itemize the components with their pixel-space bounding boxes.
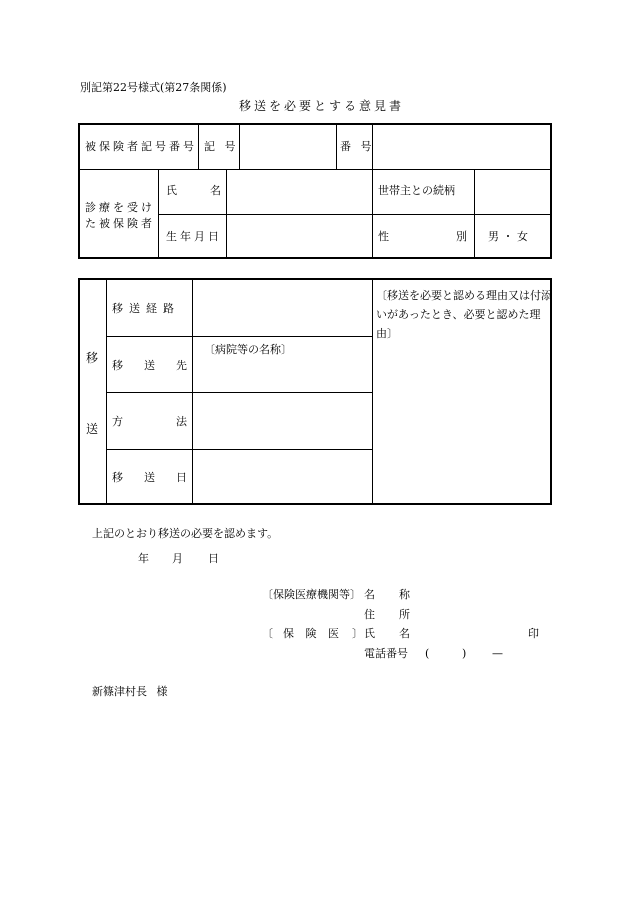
patient-label-line2: た被保険者 bbox=[85, 217, 155, 230]
phone-label: 電話番号 bbox=[364, 647, 408, 660]
table1-row-divider bbox=[158, 214, 550, 215]
patient-label-line1: 診療を受け bbox=[85, 201, 155, 214]
table1-col-divider bbox=[336, 125, 337, 169]
statement-text: 上記のとおり移送の必要を認めます。 bbox=[92, 527, 279, 540]
page-title: 移送を必要とする意見書 bbox=[239, 99, 405, 113]
reason-label: 〔移送を必要と認める理由又は付添いがあったとき、必要と認めた理由〕 bbox=[376, 289, 552, 340]
table1-col-divider bbox=[198, 125, 199, 169]
address-label: 住 bbox=[364, 608, 375, 621]
transfer-label: 移 bbox=[86, 351, 99, 365]
day-label: 日 bbox=[208, 552, 219, 565]
addressee: 新篠津村長 様 bbox=[92, 685, 168, 698]
table2-col-divider bbox=[372, 280, 373, 503]
institution-name-label: 名 bbox=[364, 588, 375, 601]
table1-col-divider bbox=[239, 125, 240, 169]
symbol-label: 記 号 bbox=[204, 140, 239, 153]
insured-info-table bbox=[78, 123, 552, 259]
institution-label: 〔保険医療機関等〕 bbox=[262, 588, 361, 601]
method-label: 法 bbox=[176, 415, 187, 428]
phone-paren: ( bbox=[425, 647, 430, 660]
table2-row-divider bbox=[106, 449, 372, 450]
sex-label: 性 bbox=[378, 230, 389, 243]
number-label: 番 号 bbox=[340, 140, 375, 153]
method-label: 方 bbox=[112, 415, 123, 428]
transfer-table bbox=[78, 278, 552, 505]
table1-col-divider bbox=[474, 169, 475, 257]
table1-col-divider bbox=[226, 169, 227, 257]
form-id: 別記第22号様式(第27条関係) bbox=[80, 81, 227, 94]
table1-row-divider bbox=[80, 169, 550, 170]
table1-col-divider bbox=[158, 169, 159, 257]
month-label: 月 bbox=[172, 552, 183, 565]
route-label: 移送経路 bbox=[112, 302, 180, 315]
destination-hint[interactable]: 〔病院等の名称〕 bbox=[204, 343, 292, 356]
insured-number-label: 被保険者記号番号 bbox=[85, 140, 197, 153]
phone-paren: ) bbox=[462, 647, 467, 660]
table2-row-divider bbox=[106, 392, 372, 393]
destination-label: 移 bbox=[112, 359, 123, 372]
sex-options[interactable]: 男 ・ 女 bbox=[488, 230, 528, 243]
destination-label: 先 bbox=[176, 359, 187, 372]
doctor-bracket: 〔 bbox=[262, 627, 273, 640]
date-label: 日 bbox=[176, 471, 187, 484]
transfer-label: 送 bbox=[86, 422, 99, 436]
date-label: 送 bbox=[144, 471, 155, 484]
table2-row-divider bbox=[106, 336, 372, 337]
doctor-name-label: 名 bbox=[399, 627, 410, 640]
year-label: 年 bbox=[138, 552, 149, 565]
birthdate-label: 生年月日 bbox=[166, 230, 222, 243]
name-label: 名 bbox=[210, 184, 221, 197]
sex-label: 別 bbox=[456, 230, 467, 243]
table1-col-divider bbox=[372, 169, 373, 257]
destination-label: 送 bbox=[144, 359, 155, 372]
seal-mark: 印 bbox=[528, 627, 539, 640]
date-label: 移 bbox=[112, 471, 123, 484]
doctor-bracket: 〕 bbox=[352, 627, 363, 640]
phone-dash: — bbox=[492, 647, 503, 660]
householder-relation-label: 世帯主との続柄 bbox=[378, 184, 455, 197]
institution-name-label: 称 bbox=[399, 588, 410, 601]
address-label: 所 bbox=[399, 608, 410, 621]
doctor-name-label: 氏 bbox=[364, 627, 375, 640]
name-label: 氏 bbox=[166, 184, 177, 197]
doctor-label: 保 険 医 bbox=[283, 627, 343, 640]
